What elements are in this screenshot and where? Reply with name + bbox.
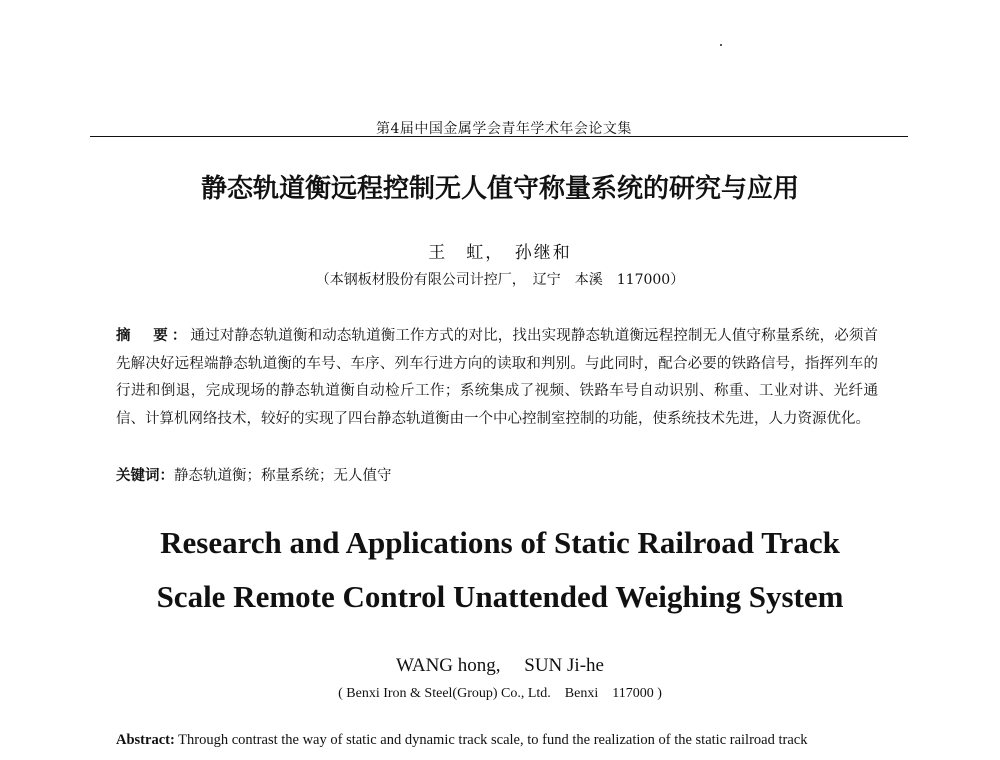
english-title-line2: Scale Remote Control Unattended Weighing System	[156, 579, 844, 614]
scan-speck	[720, 44, 722, 46]
english-title	[0, 516, 1000, 624]
chinese-title: 静态轨道衡远程控制无人值守称量系统的研究与应用	[200, 174, 799, 204]
chinese-affiliation: （本钢板材股份有限公司计控厂， 辽宁 本溪 117000）	[315, 272, 685, 288]
english-affiliation: ( Benxi Iron & Steel(Group) Co., Ltd. Benxi 117000 )	[338, 686, 662, 701]
chinese-keywords-text: 静态轨道衡；称量系统；无人值守	[174, 468, 392, 484]
header-rule	[90, 136, 908, 137]
chinese-abstract-label: 摘 要：	[116, 327, 191, 344]
chinese-abstract-text: 通过对静态轨道衡和动态轨道衡工作方式的对比，找出实现静态轨道衡远程控制无人值守称量系统，必须首先解决好远程端静态轨道衡的车号、车序、列车行进方向的读取和判别。与此同时，配合必要的铁路信号，指挥列车的行进和倒退，完成现场的静态轨道衡自动检斤工作；系统集成了视频、铁路车号自动识别、称重、工业对讲、光纤通信、计算机网络技术，较好的实现了四台静态轨道衡由一个中心控制室控制的功能，使系统技术先进，人力资源优化。	[116, 328, 879, 427]
english-abstract	[116, 732, 896, 749]
chinese-keywords	[116, 464, 878, 485]
chinese-abstract	[116, 322, 878, 433]
chinese-authors: 王 虹， 孙继和	[428, 243, 572, 263]
english-title-line1: Research and Applications of Static Railroad Track	[160, 525, 840, 560]
english-abstract-text: Through contrast the way of static and dynamic track scale, to fund the realization of the static railroad track	[174, 732, 808, 748]
english-abstract-label: Abstract:	[116, 732, 175, 748]
chinese-keywords-label: 关键词：	[116, 467, 174, 484]
english-authors: WANG hong, SUN Ji-he	[396, 655, 604, 676]
journal-header: 第4届中国金属学会青年学术年会论文集	[376, 121, 632, 137]
